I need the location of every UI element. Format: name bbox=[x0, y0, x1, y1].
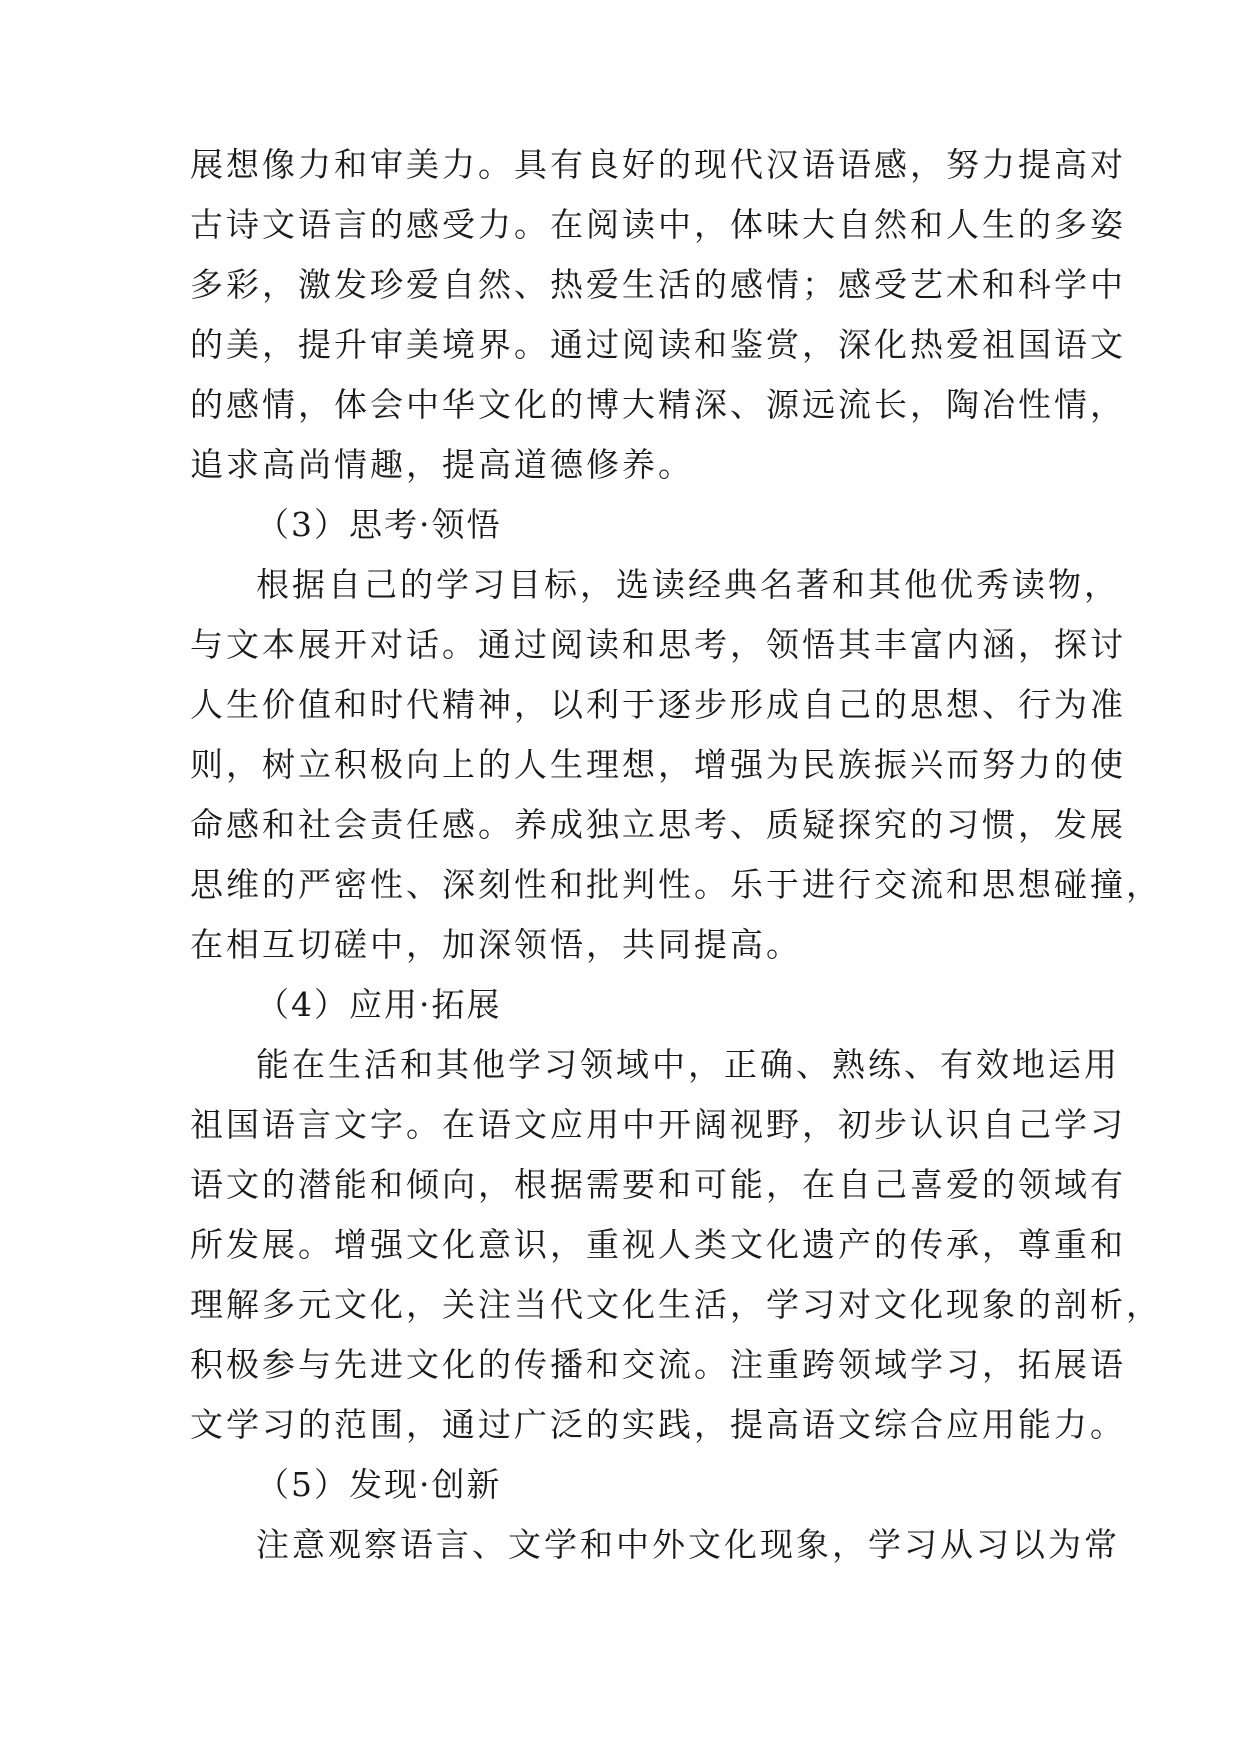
paragraph-4-line-7: 文学习的范围，通过广泛的实践，提高语文综合应用能力。 bbox=[190, 1405, 1126, 1444]
paragraph-4-line-3: 语文的潜能和倾向，根据需要和可能，在自己喜爱的领域有 bbox=[190, 1165, 1126, 1204]
paragraph-1-line-6: 追求高尚情趣，提高道德修养。 bbox=[190, 445, 694, 484]
paragraph-1-line-1: 展想像力和审美力。具有良好的现代汉语语感，努力提高对 bbox=[190, 145, 1126, 184]
paragraph-1-line-5: 的感情，体会中华文化的博大精深、源远流长，陶冶性情， bbox=[190, 385, 1126, 424]
paragraph-4-line-6: 积极参与先进文化的传播和交流。注重跨领域学习，拓展语 bbox=[190, 1345, 1126, 1384]
paragraph-4-line-5: 理解多元文化，关注当代文化生活，学习对文化现象的剖析， bbox=[190, 1285, 1162, 1324]
paragraph-3-line-2: 与文本展开对话。通过阅读和思考，领悟其丰富内涵，探讨 bbox=[190, 625, 1126, 664]
paragraph-3-line-4: 则，树立积极向上的人生理想，增强为民族振兴而努力的使 bbox=[190, 745, 1126, 784]
section-heading-5: （5）发现·创新 bbox=[256, 1465, 502, 1504]
paragraph-4-line-4: 所发展。增强文化意识，重视人类文化遗产的传承，尊重和 bbox=[190, 1225, 1126, 1264]
paragraph-1-line-3: 多彩，激发珍爱自然、热爱生活的感情；感受艺术和科学中 bbox=[190, 265, 1126, 304]
section-heading-3: （3）思考·领悟 bbox=[256, 505, 502, 544]
paragraph-1-line-4: 的美，提升审美境界。通过阅读和鉴赏，深化热爱祖国语文 bbox=[190, 325, 1126, 364]
paragraph-4-line-1: 能在生活和其他学习领域中，正确、熟练、有效地运用 bbox=[256, 1045, 1120, 1084]
paragraph-3-line-7: 在相互切磋中，加深领悟，共同提高。 bbox=[190, 925, 802, 964]
paragraph-3-line-1: 根据自己的学习目标，选读经典名著和其他优秀读物， bbox=[256, 565, 1120, 604]
paragraph-4-line-2: 祖国语言文字。在语文应用中开阔视野，初步认识自己学习 bbox=[190, 1105, 1126, 1144]
paragraph-3-line-6: 思维的严密性、深刻性和批判性。乐于进行交流和思想碰撞， bbox=[190, 865, 1162, 904]
section-heading-4: （4）应用·拓展 bbox=[256, 985, 502, 1024]
paragraph-1-line-2: 古诗文语言的感受力。在阅读中，体味大自然和人生的多姿 bbox=[190, 205, 1126, 244]
paragraph-5-line-1: 注意观察语言、文学和中外文化现象，学习从习以为常 bbox=[256, 1525, 1120, 1564]
paragraph-3-line-3: 人生价值和时代精神，以利于逐步形成自己的思想、行为准 bbox=[190, 685, 1126, 724]
paragraph-3-line-5: 命感和社会责任感。养成独立思考、质疑探究的习惯，发展 bbox=[190, 805, 1126, 844]
